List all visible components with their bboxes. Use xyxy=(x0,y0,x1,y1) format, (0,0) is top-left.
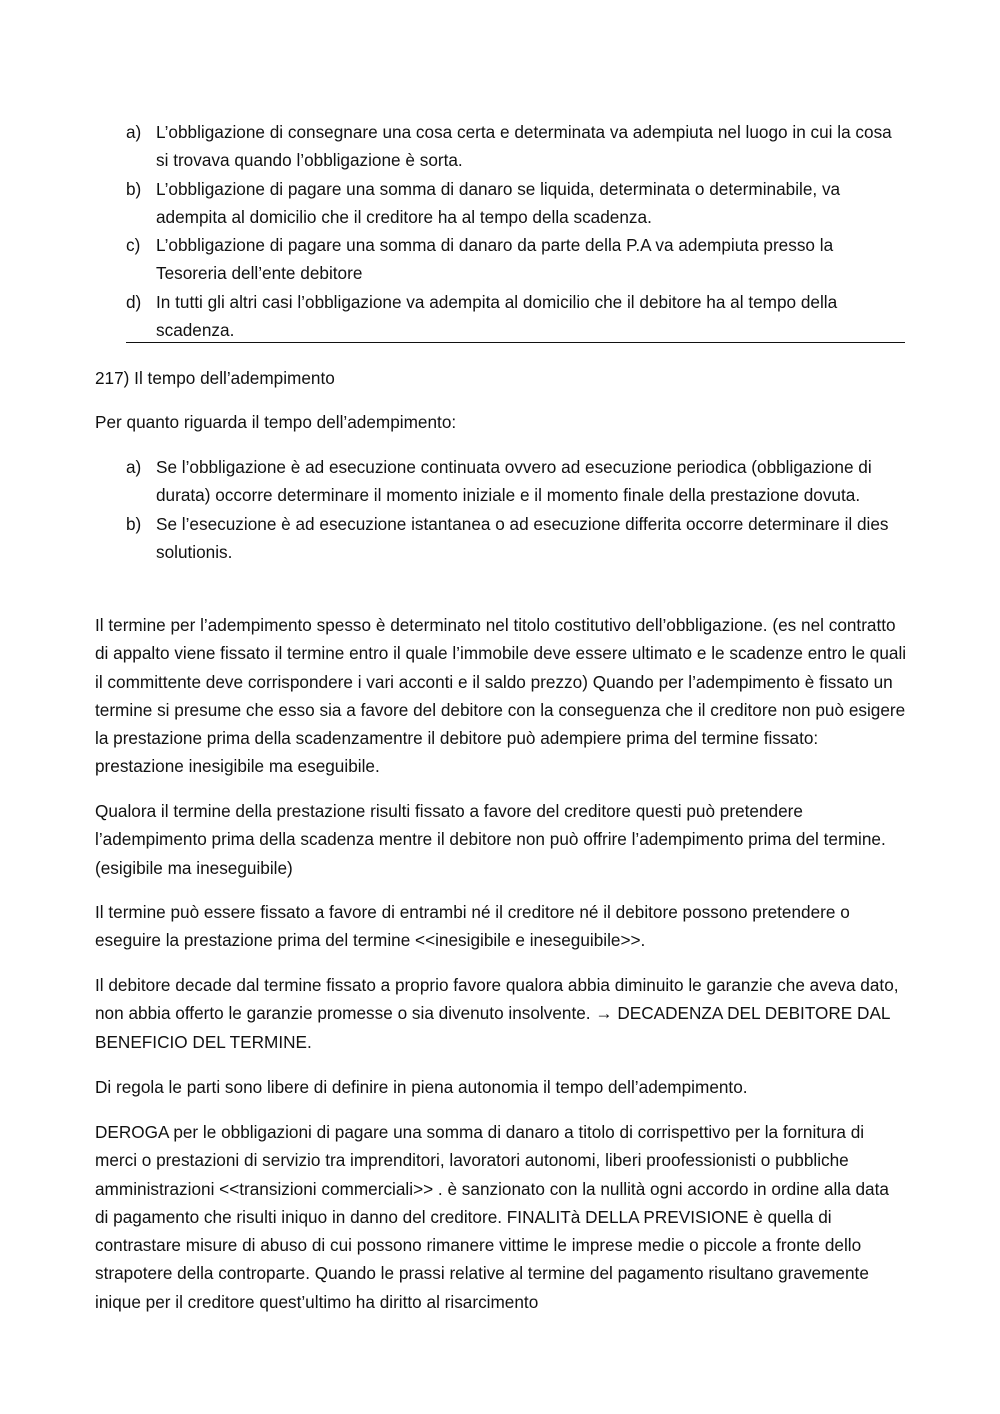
section-divider xyxy=(126,342,905,343)
list-item-text: Se l’obbligazione è ad esecuzione continuata ovvero ad esecuzione periodica (obbligazione di durata) occorre determinare il momento iniziale e il momento finale della prestazione dovuta. xyxy=(156,457,872,506)
body-paragraph: Il debitore decade dal termine fissato a proprio favore qualora abbia diminuito le garanzie che aveva dato, non abbia offerto le garanzie promesse o sia divenuto insolvente. → DECADENZA DEL DEBITORE DAL BENEFICIO DEL TERMINE. xyxy=(95,975,899,1052)
list-item-text: Se l’esecuzione è ad esecuzione istantanea o ad esecuzione differita occorre determinare il dies solutionis. xyxy=(156,513,889,562)
list-item xyxy=(95,288,907,345)
list-item xyxy=(95,118,907,175)
section-intro: Per quanto riguarda il tempo dell’adempimento: xyxy=(95,412,457,432)
list-item-text: L’obbligazione di pagare una somma di danaro se liquida, determinata o determinabile, va adempita al domicilio che il creditore ha al tempo della scadenza. xyxy=(156,178,841,227)
body-paragraph: Il termine può essere fissato a favore di entrambi né il creditore né il debitore possono pretendere o eseguire la prestazione prima del termine <<inesigibile e ineseguibile>>. xyxy=(95,902,850,951)
list-item-text: In tutti gli altri casi l’obbligazione va adempita al domicilio che il debitore ha al tempo della scadenza. xyxy=(156,291,838,341)
section-heading: 217) Il tempo dell’adempimento xyxy=(95,368,335,388)
body-paragraph: Qualora il termine della prestazione risulti fissato a favore del creditore questi può pretendere l’adempimento prima della scadenza mentre il debitore non può offrire l’adempimento prima del termine. (esigibile ma ineseguibile) xyxy=(95,801,886,878)
body-paragraph: Di regola le parti sono libere di definire in piena autonomia il tempo dell’adempimento. xyxy=(95,1077,748,1097)
time-of-performance-list xyxy=(95,453,907,566)
list-marker: a) xyxy=(126,457,142,477)
list-item xyxy=(95,231,907,288)
list-marker: a) xyxy=(126,122,142,142)
body-paragraph: DEROGA per le obbligazioni di pagare una somma di danaro a titolo di corrispettivo per la fornitura di merci o prestazioni di servizio tra imprenditori, lavoratori autonomi, liberi proofessionisti o pubbliche amministrazioni <<transizioni commerciali>> . è sanzionato con la nullità ogni accordo in ordine alla data di pagamento che risulti iniquo in danno del creditore. FINALITà DELLA PREVISIONE è quella di contrastare misure di abuso di cui possono rimanere vittime le imprese medie o piccole a fronte dello strapotere della controparte. Quando le prassi relative al termine del pagamento risultano gravemente inique per il creditore quest’ultimo ha diritto al risarcimento xyxy=(95,1122,889,1312)
list-marker: d) xyxy=(126,291,142,312)
list-item-text: L’obbligazione di pagare una somma di danaro da parte della P.A va adempiuta presso la Tesoreria dell’ente debitore xyxy=(156,235,834,284)
list-marker: b) xyxy=(126,178,142,199)
place-of-performance-list xyxy=(95,118,907,344)
list-item xyxy=(95,175,907,232)
list-item xyxy=(95,510,907,567)
list-item xyxy=(95,453,907,510)
list-item-text: L’obbligazione di consegnare una cosa certa e determinata va adempiuta nel luogo in cui la cosa si trovava quando l’obbligazione è sorta. xyxy=(156,122,892,171)
list-marker: c) xyxy=(126,235,141,256)
body-paragraph: Il termine per l’adempimento spesso è determinato nel titolo costitutivo dell’obbligazione. (es nel contratto di appalto viene fissato il termine entro il quale l’immobile deve essere ultimato e le scadenze entro le quali il committente deve corrispondere i vari acconti e il saldo prezzo) Quando per l’adempimento è fissato un termine si presume che esso sia a favore del debitore con la conseguenza che il creditore non può esigere la prestazione prima della scadenzamentre il debitore può adempiere prima del termine fissato: prestazione inesigibile ma eseguibile. xyxy=(95,615,907,777)
list-marker: b) xyxy=(126,513,142,534)
